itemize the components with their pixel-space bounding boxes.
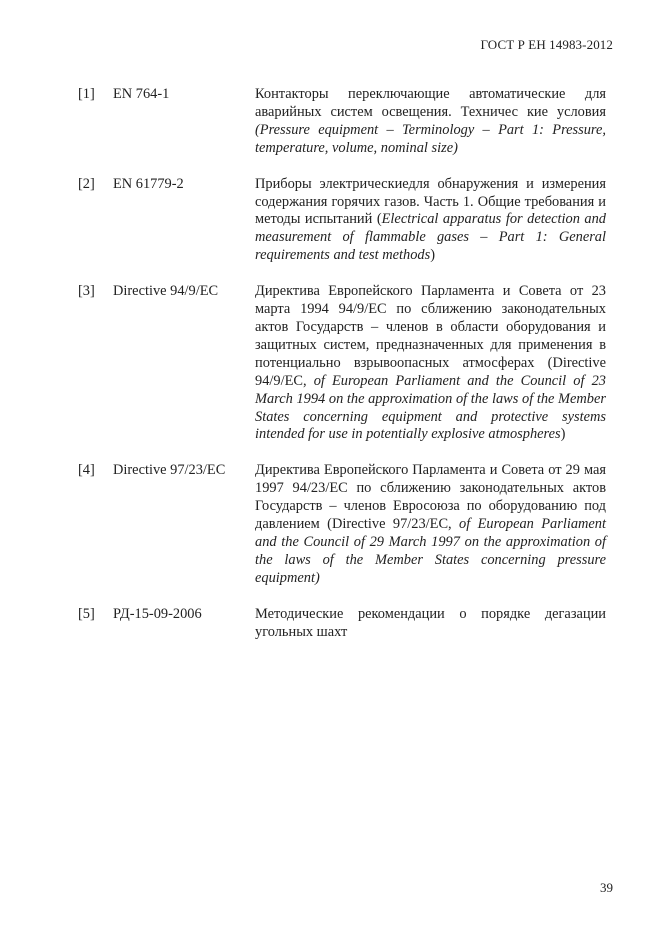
reference-title-ru: Методические рекомендации о порядке дегазации угольных шахт — [255, 605, 606, 640]
bibliography-entry — [78, 606, 606, 642]
reference-number: [2] — [78, 175, 95, 192]
reference-code: EN 61779-2 — [113, 175, 184, 192]
bibliography-entry — [78, 176, 606, 266]
bibliography-list — [78, 86, 606, 659]
reference-number: [1] — [78, 86, 95, 102]
reference-title-ru: Директива Европейского Парламента и Совета от 29 мая 1997 94/23/EC по сближению законодательных актов Государств – членов Евросоюза по оборудованию под давлением (Directive 97/23/EC, — [255, 462, 606, 533]
reference-title-ru: Контакторы переключающие автоматические для аварийных систем освещения. Техничес кие условия — [255, 86, 606, 120]
reference-title-en: of European Parliament and the Council of 29 March 1997 on the approximation of the laws of the Member States concerning pressure equipment) — [255, 516, 606, 586]
reference-title-ru: Приборы электрическиедля обнаружения и измерения содержания горячих газов. Часть 1. Общие требования и методы испытаний ( — [255, 175, 606, 228]
reference-code: Directive 97/23/EC — [113, 462, 226, 479]
reference-title-en: Electrical apparatus for detection and measurement of flammable gases – Part 1: General requirements and test methods — [255, 211, 607, 264]
bibliography-entry — [78, 86, 606, 158]
reference-description — [255, 462, 606, 587]
reference-number: [3] — [78, 283, 95, 300]
reference-description — [255, 86, 606, 158]
bibliography-entry — [78, 462, 606, 587]
reference-title-en: (Pressure equipment – Terminology – Part 1: Pressure, temperature, volume, nominal size) — [255, 121, 606, 156]
reference-title-en: of European Parliament and the Council of 23 March 1994 on the approximation of the laws of the Member States concerning equipment and protective systems intended for use in potentially explosive atmospheres — [255, 372, 606, 443]
reference-number: [4] — [78, 462, 95, 479]
reference-title-tail: ) — [560, 426, 566, 443]
document-header: ГОСТ Р ЕН 14983-2012 — [480, 37, 613, 52]
bibliography-entry — [78, 283, 606, 444]
reference-description — [255, 176, 606, 266]
reference-title-ru: Директива Европейского Парламента и Совета от 23 марта 1994 94/9/EC по сближению законодательных актов Государств – членов в области оборудования и защитных систем, предназначенных для применения в потенциально взрывоопасных атмосферах (Directive 94/9/EC, — [255, 283, 606, 389]
reference-code: РД-15-09-2006 — [113, 605, 202, 622]
reference-code: EN 764-1 — [113, 86, 170, 102]
reference-code: Directive 94/9/EC — [113, 283, 219, 300]
page-number: 39 — [600, 880, 613, 895]
reference-description — [255, 283, 606, 444]
reference-title-tail: ) — [430, 247, 435, 264]
reference-description — [255, 606, 606, 642]
reference-number: [5] — [78, 605, 95, 622]
